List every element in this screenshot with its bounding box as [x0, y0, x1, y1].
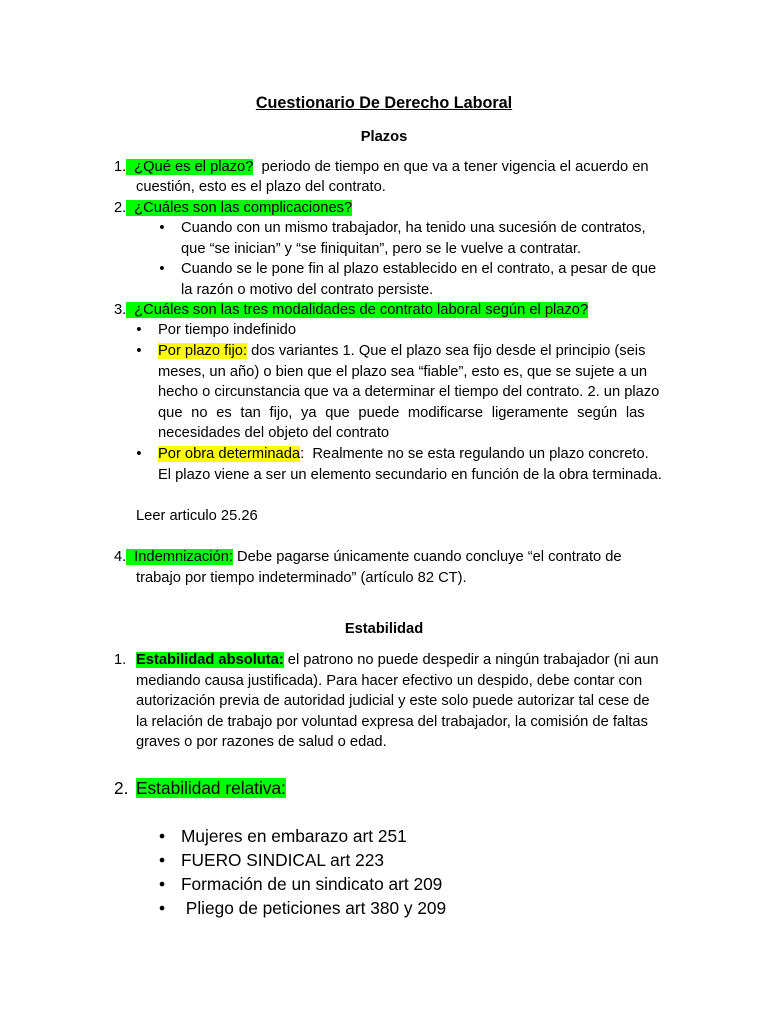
- list-item: Pliego de peticiones art 380 y 209: [181, 898, 447, 918]
- list-item: que “se inician” y “se finiquitan”, pero se le vuelve a contratar.: [181, 241, 582, 257]
- list-number: 2.: [114, 778, 129, 798]
- document-title: Cuestionario De Derecho Laboral: [255, 94, 513, 112]
- list-item: El plazo viene a ser un elemento secundario en función de la obra terminada.: [158, 467, 662, 483]
- list-item: Por tiempo indefinido: [158, 322, 296, 338]
- highlight-label: Estabilidad relativa:: [136, 778, 286, 798]
- list-item: FUERO SINDICAL art 223: [181, 850, 384, 870]
- question-label: ¿Qué es el plazo?: [126, 159, 254, 175]
- bullet-icon: •: [136, 322, 142, 338]
- list-item: Mujeres en embarazo art 251: [181, 826, 407, 846]
- list-item: Formación de un sindicato art 209: [181, 874, 443, 894]
- list-number: 2.: [114, 200, 127, 216]
- question-label: Indemnización:: [126, 549, 233, 565]
- bullet-icon: •: [158, 826, 166, 846]
- answer-text: mediando causa justificada). Para hacer efectivo un despido, debe contar con: [136, 673, 643, 689]
- bullet-icon: •: [158, 850, 166, 870]
- question-4: Indemnización: Debe pagarse únicamente cuando concluye “el contrato de: [126, 549, 622, 565]
- list-item: Cuando con un mismo trabajador, ha tenido una sucesión de contratos,: [181, 220, 646, 236]
- question-label: ¿Cuáles son las tres modalidades de contrato laboral según el plazo?: [126, 302, 589, 318]
- section-heading-estabilidad: Estabilidad: [344, 621, 424, 637]
- bullet-icon: •: [158, 874, 166, 894]
- list-item: la razón o motivo del contrato persiste.: [181, 282, 434, 298]
- list-item: necesidades del objeto del contrato: [158, 425, 390, 441]
- highlight-label: Por obra determinada: [158, 446, 301, 462]
- note-text: Leer articulo 25.26: [136, 508, 258, 524]
- section-heading-plazos: Plazos: [360, 129, 408, 145]
- answer-text: periodo de tiempo en que va a tener vigencia el acuerdo en: [253, 159, 649, 175]
- list-number: 3.: [114, 302, 127, 318]
- list-item: meses, un año) o bien que el plazo sea “fiable”, esto es, que se sujete a un: [158, 364, 648, 380]
- answer-text: cuestión, esto es el plazo del contrato.: [136, 179, 386, 195]
- question-3: [126, 300, 588, 321]
- list-number: 1.: [114, 159, 127, 175]
- bullet-icon: •: [158, 898, 166, 918]
- list-item: Por obra determinada: Realmente no se esta regulando un plazo concreto.: [158, 446, 649, 462]
- list-number: 4.: [114, 549, 127, 565]
- question-1: [126, 157, 678, 178]
- bullet-icon: •: [159, 220, 165, 236]
- question-label: ¿Cuáles son las complicaciones?: [126, 200, 353, 216]
- answer-text: trabajo por tiempo indeterminado” (artículo 82 CT).: [136, 570, 467, 586]
- answer-text: graves o por razones de salud o edad.: [136, 734, 387, 750]
- bullet-icon: •: [136, 343, 142, 359]
- highlight-label: Estabilidad absoluta:: [136, 652, 284, 668]
- bullet-icon: •: [159, 261, 165, 277]
- answer-text: la relación de trabajo por voluntad expresa del trabajador, la comisión de faltas: [136, 714, 648, 730]
- list-item: que no es tan fijo, ya que puede modificarse ligeramente según las: [158, 405, 645, 421]
- bullet-icon: •: [136, 446, 142, 462]
- stability-item-1: Estabilidad absoluta: el patrono no puede despedir a ningún trabajador (ni aun: [136, 652, 659, 668]
- question-2: [126, 198, 352, 219]
- list-item: Cuando se le pone fin al plazo establecido en el contrato, a pesar de que: [181, 261, 657, 277]
- list-number: 1.: [114, 652, 127, 668]
- stability-item-2: [136, 776, 286, 800]
- highlight-label: Por plazo fijo:: [158, 343, 247, 359]
- list-item: hecho o circunstancia que va a determinar el tiempo del contrato. 2. un plazo: [158, 384, 660, 400]
- list-item: Por plazo fijo: dos variantes 1. Que el plazo sea fijo desde el principio (seis: [158, 343, 646, 359]
- answer-text: autorización previa de autoridad judicial y este solo puede autorizar tal cese de: [136, 693, 650, 709]
